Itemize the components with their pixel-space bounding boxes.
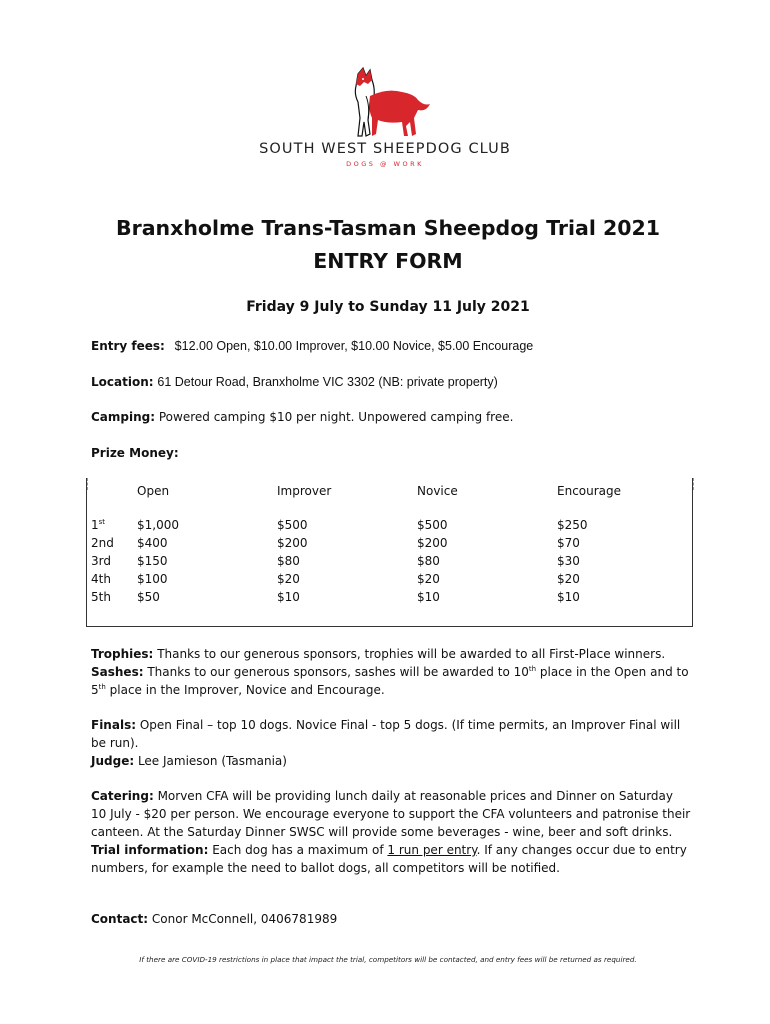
prize-cell: $500 <box>417 518 448 532</box>
prize-cell: $70 <box>557 536 580 550</box>
place-4: 4th <box>91 572 111 586</box>
place-1: 1st <box>91 518 106 532</box>
location-value: 61 Detour Road, Branxholme VIC 3302 (NB: private property) <box>157 375 498 389</box>
col-head-novice: Novice <box>417 484 458 498</box>
prize-cell: $400 <box>137 536 168 550</box>
prize-table <box>86 478 693 627</box>
trophies-label: Trophies: <box>91 647 154 661</box>
prize-cell: $500 <box>277 518 308 532</box>
trial-info-underlined: 1 run per entry <box>387 843 477 857</box>
prize-cell: $1,000 <box>137 518 179 532</box>
catering-trial-block <box>91 787 691 877</box>
place-5: 5th <box>91 590 111 604</box>
location-line <box>91 375 498 389</box>
col-head-improver: Improver <box>277 484 332 498</box>
sashes-text-b: place in the Open and to 5 <box>91 665 689 697</box>
contact-label: Contact: <box>91 912 149 926</box>
sashes-text-a: Thanks to our generous sponsors, sashes will be awarded to 10 <box>147 665 529 679</box>
entry-fees-line <box>91 339 533 353</box>
sashes-sup-b: th <box>98 683 106 691</box>
trophies-sashes-block <box>91 645 691 699</box>
col-head-open: Open <box>137 484 170 498</box>
prize-cell: $20 <box>277 572 300 586</box>
finals-label: Finals: <box>91 718 137 732</box>
prize-cell: $80 <box>417 554 440 568</box>
camping-value: Powered camping $10 per night. Unpowered camping free. <box>158 410 514 424</box>
prize-cell: $20 <box>417 572 440 586</box>
contact-line <box>91 912 337 926</box>
page-subtitle: ENTRY FORM <box>313 249 463 273</box>
club-name: SOUTH WEST SHEEPDOG CLUB <box>259 141 511 157</box>
judge-text: Lee Jamieson (Tasmania) <box>137 754 287 768</box>
finals-judge-block <box>91 716 691 770</box>
sashes-text-c: place in the Improver, Novice and Encourage. <box>105 683 385 697</box>
sheepdog-icon <box>330 66 440 146</box>
catering-label: Catering: <box>91 789 154 803</box>
prize-cell: $10 <box>277 590 300 604</box>
place-3: 3rd <box>91 554 111 568</box>
prize-cell: $10 <box>417 590 440 604</box>
prize-cell: $10 <box>557 590 580 604</box>
prize-cell: $20 <box>557 572 580 586</box>
trial-info-text-b: . If any changes occur due to entry numbers, for example the need to ballot dogs, all competitors will be notified. <box>91 843 687 875</box>
prize-cell: $150 <box>137 554 168 568</box>
prize-cell: $200 <box>417 536 448 550</box>
trial-info-label: Trial information: <box>91 843 209 857</box>
camping-label: Camping: <box>91 410 156 424</box>
place-2: 2nd <box>91 536 114 550</box>
prize-cell: $50 <box>137 590 160 604</box>
prize-cell: $200 <box>277 536 308 550</box>
entry-fees-label: Entry fees: <box>91 339 165 353</box>
sashes-label: Sashes: <box>91 665 144 679</box>
prize-cell: $80 <box>277 554 300 568</box>
prize-cell: $100 <box>137 572 168 586</box>
finals-text: Open Final – top 10 dogs. Novice Final - top 5 dogs. (If time permits, an Improver Final will be run). <box>91 718 681 750</box>
page-title: Branxholme Trans-Tasman Sheepdog Trial 2021 <box>115 216 661 240</box>
judge-label: Judge: <box>91 754 135 768</box>
covid-footnote: If there are COVID-19 restrictions in place that impact the trial, competitors will be contacted, and entry fees will be returned as required. <box>139 955 637 964</box>
prize-cell: $250 <box>557 518 588 532</box>
sashes-sup-a: th <box>528 665 537 673</box>
entry-fees-value: $12.00 Open, $10.00 Improver, $10.00 Novice, $5.00 Encourage <box>174 339 534 353</box>
club-tagline: DOGS @ WORK <box>346 160 424 168</box>
location-label: Location: <box>91 375 154 389</box>
camping-line <box>91 410 513 424</box>
prize-money-label: Prize Money: <box>91 446 179 460</box>
prize-money-line <box>91 446 179 460</box>
col-head-encourage: Encourage <box>557 484 622 498</box>
trial-info-text-a: Each dog has a maximum of <box>212 843 388 857</box>
contact-text: Conor McConnell, 0406781989 <box>151 912 338 926</box>
trophies-text: Thanks to our generous sponsors, trophies will be awarded to all First-Place winners. <box>157 647 666 661</box>
catering-text: Morven CFA will be providing lunch daily at reasonable prices and Dinner on Saturday 10 July - $20 per person. We encourage everyone to support the CFA volunteers and patronise their canteen. At the Saturday Dinner SWSC will provide some beverages - wine, beer and soft drinks. <box>91 789 691 839</box>
trial-dates: Friday 9 July to Sunday 11 July 2021 <box>246 299 530 315</box>
prize-cell: $30 <box>557 554 580 568</box>
